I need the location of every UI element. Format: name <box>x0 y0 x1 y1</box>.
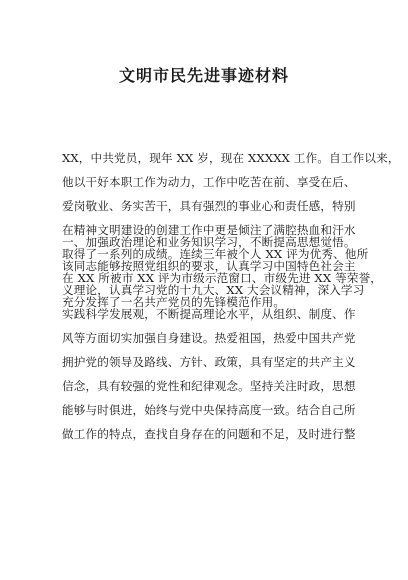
text-line: 风等方面切实加强自身建设。热爱祖国，热爱中国共产党 <box>62 331 356 345</box>
text-line: 他以干好本职工作为动力，工作中吃苦在前、享受在后、 <box>62 175 356 189</box>
text-line: 实践科学发展观，不断提高理论水平，从组织、制度、作 <box>62 307 356 321</box>
text-line: 信念，具有较强的党性和纪律观念。坚持关注时政，思想 <box>62 379 356 393</box>
text-line: 能够与时俱进，始终与党中央保持高度一致。结合自己所 <box>62 403 356 417</box>
text-line: 义理论，认真学习党的十九大、XX 大会议精神，深入学习 <box>62 283 365 297</box>
text-line: 拥护党的领导及路线、方针、政策，具有坚定的共产主义 <box>62 355 356 369</box>
text-line: 做工作的特点，查找自身存在的问题和不足，及时进行整 <box>62 427 356 441</box>
section-heading-line: 一、加强政治理论和业务知识学习，不断提高思想觉悟。 <box>62 235 356 249</box>
text-line: 取得了一系列的成绩。连续三年被个人 XX 评为优秀、他所 <box>62 247 369 261</box>
text-line: 该同志能够按照党组织的要求，认真学习中国特色社会主 <box>62 259 356 273</box>
text-line: 在 XX 所被市 XX 评为市级示范窗口、市级先进 XX 等荣誉， <box>62 271 383 285</box>
text-line: 在精神文明建设的创建工作中更是倾注了满腔热血和汗水 <box>62 223 356 237</box>
document-title: 文明市民先进事迹材料 <box>118 66 289 85</box>
text-line: 充分发挥了一名共产党员的先锋模范作用。 <box>62 295 286 309</box>
text-line: 爱岗敬业、务实苦干，具有强烈的事业心和责任感，特别 <box>62 199 356 213</box>
text-line: XX，中共党员，现年 XX 岁，现在 XXXXX 工作。自工作以来， <box>62 151 400 165</box>
paragraph-section-one <box>62 230 383 446</box>
